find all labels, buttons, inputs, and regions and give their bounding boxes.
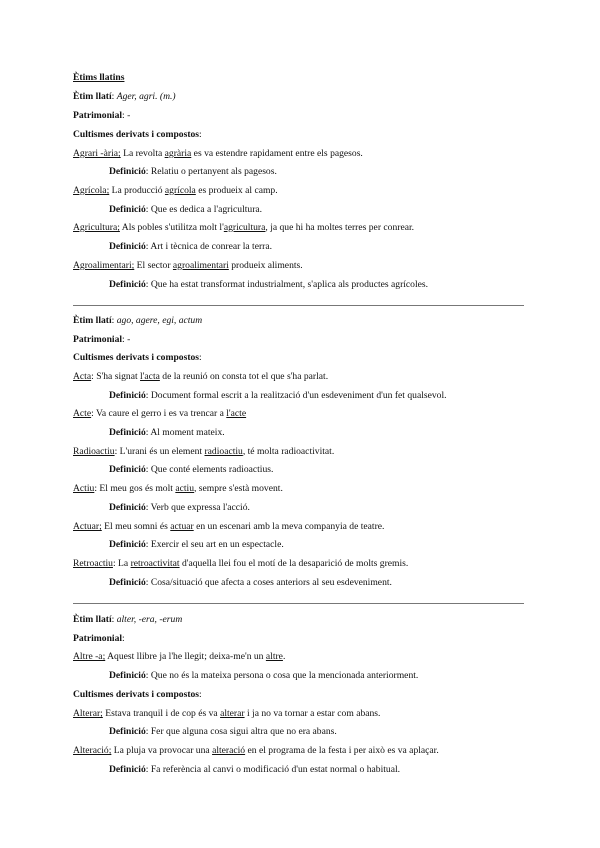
example-highlight: altre [265, 651, 283, 662]
cultismes-line: Cultismes derivats i compostos: [73, 689, 202, 700]
definition-label: Definició [109, 427, 146, 438]
example-text: : El meu gos és molt [94, 483, 176, 494]
example-highlight: agricultura [223, 222, 266, 233]
etim-label: Ètim llatí [73, 91, 112, 102]
definition-line [109, 166, 277, 178]
etim-value: Ager, agri. (m.) [116, 91, 176, 102]
example-highlight: agrícola [164, 185, 196, 196]
example-text: El meu somni és [101, 521, 171, 532]
definition-text: : Exercir el seu art en un espectacle. [145, 539, 284, 550]
entry-word: Agricultura; [73, 222, 120, 233]
definition-text: : Art i tècnica de conrear la terra. [145, 241, 273, 252]
definition-line [109, 241, 272, 253]
example-highlight: l'acta [140, 371, 160, 382]
cultismes-label: Cultismes derivats i compostos [73, 352, 200, 363]
entry-example [73, 521, 384, 533]
entry-word: Agroalimentari; [73, 260, 135, 271]
definition-label: Definició [109, 502, 146, 513]
entry-example [73, 708, 380, 720]
entry-word: Altre -a; [73, 651, 106, 662]
example-text: produeix aliments. [228, 260, 303, 271]
definition-line [109, 279, 428, 291]
example-text: de la reunió on consta tot el que s'ha parlat. [159, 371, 329, 382]
definition-label: Definició [109, 670, 146, 681]
cultismes-line: Cultismes derivats i compostos: [73, 129, 202, 140]
entry-word: Radioactiu [73, 446, 115, 457]
definition-line [109, 204, 262, 216]
definition-label: Definició [109, 241, 146, 252]
definition-text: : Relatiu o pertanyent als pagesos. [145, 166, 277, 177]
patrimonial-label: Patrimonial [73, 110, 123, 121]
example-text: : La [112, 558, 131, 569]
definition-text: : Fa referència al canvi o modificació d'un estat normal o habitual. [145, 764, 401, 775]
definition-line [109, 464, 273, 476]
example-text: : L'urani és un element [114, 446, 205, 457]
entry-word: Actuar; [73, 521, 102, 532]
etim-line: Ètim llatí: ago, agere, egi, actum [73, 315, 203, 326]
patrimonial-value: - [127, 334, 131, 345]
entry-word: Agrícola; [73, 185, 110, 196]
entry-example [73, 745, 439, 757]
example-text: , sempre s'està movent. [194, 483, 283, 494]
definition-label: Definició [109, 464, 146, 475]
patrimonial-line: Patrimonial: - [73, 334, 131, 345]
definition-text: : Que no és la mateixa persona o cosa que la mencionada anteriorment. [145, 670, 419, 681]
example-highlight: l'acte [226, 408, 247, 419]
example-highlight: agroalimentari [172, 260, 229, 271]
example-highlight: alterar [220, 708, 245, 719]
example-highlight: alteració [212, 745, 246, 756]
definition-label: Definició [109, 279, 146, 290]
definition-line [109, 390, 447, 402]
entry-word: Retroactiu [73, 558, 113, 569]
definition-text: : Fer que alguna cosa sigui altra que no era abans. [145, 726, 337, 737]
section-divider [73, 305, 524, 306]
example-text: , ja que hi ha moltes terres per conrear. [265, 222, 415, 233]
example-text: Estava tranquil i de cop és va [102, 708, 221, 719]
entry-example [73, 408, 246, 420]
entry-example [73, 185, 278, 197]
definition-text: : Que ha estat transformat industrialment, s'aplica als productes agrícoles. [145, 279, 429, 290]
cultismes-label: Cultismes derivats i compostos [73, 129, 200, 140]
example-text: Aquest llibre ja l'he llegit; deixa-me'n un [105, 651, 266, 662]
example-text: La producció [109, 185, 165, 196]
example-text: La revolta [120, 148, 165, 159]
definition-text: : Que conté elements radioactius. [145, 464, 274, 475]
etim-value: alter, -era, -erum [116, 614, 183, 625]
etim-line: Ètim llatí: Ager, agri. (m.) [73, 91, 176, 102]
definition-label: Definició [109, 577, 146, 588]
example-highlight: actiu [175, 483, 194, 494]
cultismes-line: Cultismes derivats i compostos: [73, 352, 202, 363]
definition-line [109, 539, 284, 551]
definition-line [109, 726, 337, 738]
example-highlight: actuar [170, 521, 194, 532]
etim-value: ago, agere, egi, actum [116, 315, 203, 326]
definition-text: : Que es dedica a l'agricultura. [145, 204, 263, 215]
example-highlight: radioactiu [204, 446, 243, 457]
entry-word: Acta [73, 371, 92, 382]
etim-label: Ètim llatí [73, 315, 112, 326]
etim-line: Ètim llatí: alter, -era, -erum [73, 614, 183, 625]
entry-example [73, 558, 408, 570]
cultismes-label: Cultismes derivats i compostos [73, 689, 200, 700]
entry-example [73, 483, 283, 495]
example-highlight: agrària [164, 148, 192, 159]
etim-label: Ètim llatí [73, 614, 112, 625]
definition-text: : Document formal escrit a la realització d'un esdeveniment d'un fet qualsevol. [145, 390, 447, 401]
example-text: es produeix al camp. [195, 185, 278, 196]
entry-word: Alteració; [73, 745, 112, 756]
example-text: , té molta radioactivitat. [242, 446, 335, 457]
definition-label: Definició [109, 166, 146, 177]
example-text: d'aquella llei fou el motí de la desaparició de molts gremis. [179, 558, 409, 569]
definition-line [109, 577, 392, 589]
example-text: : S'ha signat [91, 371, 141, 382]
section-divider [73, 603, 524, 604]
example-text: Als pobles s'utilitza molt l' [119, 222, 224, 233]
definition-label: Definició [109, 204, 146, 215]
example-text: i ja no va tornar a estar com abans. [244, 708, 381, 719]
definition-line [109, 427, 225, 439]
definition-text: : Verb que expressa l'acció. [145, 502, 250, 513]
definition-text: : Al moment mateix. [145, 427, 225, 438]
definition-label: Definició [109, 539, 146, 550]
definition-line [109, 502, 250, 514]
example-text: en un escenari amb la meva companyia de teatre. [193, 521, 385, 532]
example-highlight: retroactivitat [130, 558, 180, 569]
patrimonial-label: Patrimonial [73, 633, 123, 644]
entry-example [73, 222, 414, 234]
patrimonial-value: - [127, 110, 131, 121]
entry-example [73, 446, 334, 458]
entry-word: Acte [73, 408, 92, 419]
patrimonial-label: Patrimonial [73, 334, 123, 345]
example-text: . [282, 651, 286, 662]
patrimonial-line: Patrimonial: [73, 633, 125, 644]
example-text: en el programa de la festa i per això es va aplaçar. [245, 745, 439, 756]
entry-word: Agrari -ària; [73, 148, 121, 159]
definition-line [109, 764, 400, 776]
entry-example [73, 651, 285, 663]
entry-word: Actiu [73, 483, 95, 494]
entry-example [73, 371, 328, 383]
definition-label: Definició [109, 726, 146, 737]
entry-example [73, 148, 363, 160]
entry-word: Alterar; [73, 708, 103, 719]
example-text: El sector [134, 260, 173, 271]
definition-line [109, 670, 418, 682]
page-title: Ètims llatins [73, 72, 125, 83]
definition-label: Definició [109, 764, 146, 775]
example-text: : Va caure el gerro i es va trencar a [91, 408, 227, 419]
example-text: es va estendre rapidament entre els pagesos. [191, 148, 363, 159]
definition-label: Definició [109, 390, 146, 401]
patrimonial-line: Patrimonial: - [73, 110, 131, 121]
definition-text: : Cosa/situació que afecta a coses anteriors al seu esdeveniment. [145, 577, 392, 588]
example-text: La pluja va provocar una [111, 745, 213, 756]
entry-example [73, 260, 303, 272]
